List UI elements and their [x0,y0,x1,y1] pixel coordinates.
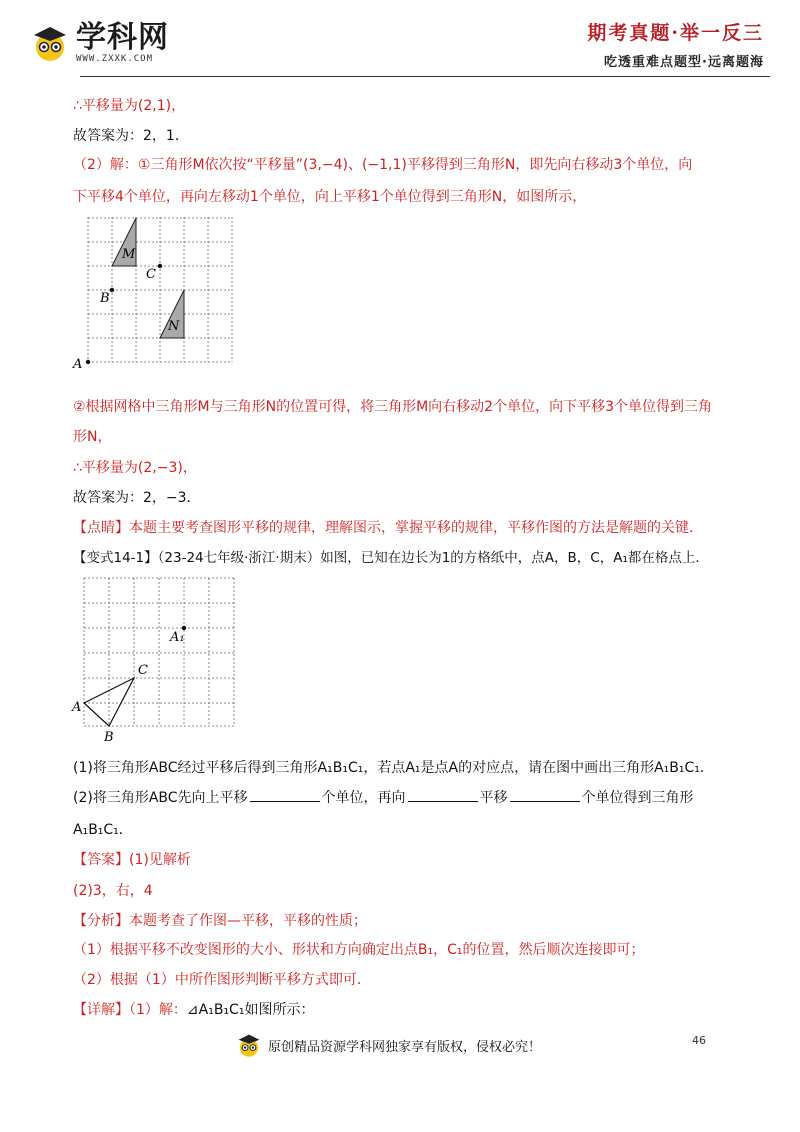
text-line-3: （2）解：①三角形M依次按“平移量”(3,−4)、(−1,1)平移得到三角形N，即先向右移动3个单位，向 [73,157,693,173]
footer-copyright: 原创精品资源学科网独家享有版权，侵权必究！ [268,1039,542,1055]
logo-title: 学科网 [76,20,169,55]
owl-footer-icon [236,1032,262,1058]
question-2-part-c: 平移 [479,790,508,806]
answer-blank-3[interactable] [510,787,580,802]
text-line-2: 故答案为：2，1． [73,128,189,144]
label-a1: A₁ [170,630,185,645]
point-b [110,288,114,292]
page-number: 46 [692,1034,706,1047]
analysis-2: （1）根据平移不改变图形的大小、形状和方向确定出点B₁，C₁的位置，然后顺次连接即可； [73,942,645,958]
text-line-1: ∴平移量为(2,1)， [73,98,186,114]
question-2 [73,787,694,808]
analysis-1: 【分析】本题考查了作图—平移，平移的性质； [73,913,367,929]
figure-1-grid [70,212,245,372]
question-2-part-b: 个单位，再向 [321,790,406,806]
detail-prefix: 【详解】（1）解： [73,1002,187,1018]
text-line-6: 形N， [73,429,112,445]
question-1: (1)将三角形ABC经过平移后得到三角形A₁B₁C₁，若点A₁是点A的对应点，请在图中画出三角形A₁B₁C₁． [73,760,714,776]
label-b: B [100,291,110,306]
answer-2: (2)3，右，4 [73,883,153,899]
analysis-3: （2）根据（1）中所作图形判断平移方式即可． [73,972,371,988]
text-line-7: ∴平移量为(2,−3)， [73,460,197,476]
label-n: N [168,319,180,334]
text-line-9: 【点睛】本题主要考查图形平移的规律，理解图示，掌握平移的规律，平移作图的方法是解题的关键． [73,520,703,536]
slogan-main: 期考真题·举一反三 [587,22,764,44]
owl-logo-icon [30,23,70,63]
detail-text: ⊿A₁B₁C₁如图所示： [186,1002,315,1018]
label-m: M [122,247,136,262]
slogan-sub: 吃透重难点题型·远离题海 [604,55,764,70]
answer-blank-1[interactable] [250,787,320,802]
label-b2: B [104,730,114,744]
footer [236,1032,541,1058]
text-line-5: ②根据网格中三角形M与三角形N的位置可得，将三角形M向右移动2个单位，向下平移3个单位得到三角 [73,399,712,415]
label-c: C [146,267,156,282]
header-slogan [587,18,764,70]
point-c [158,264,162,268]
answer-blank-2[interactable] [408,787,478,802]
text-line-8: 故答案为：2，−3． [73,490,201,506]
header-rule [80,76,770,77]
point-a [86,360,90,364]
detail-line [73,1000,314,1020]
question-2-part-a: (2)将三角形ABC先向上平移 [73,790,248,806]
logo-url: WWW.ZXXK.COM [76,54,154,64]
text-line-4: 下平移4个单位，再向左移动1个单位，向上平移1个单位得到三角形N，如图所示， [73,189,587,205]
label-a: A [73,357,83,372]
header-logo [30,22,169,64]
answer-1: 【答案】(1)见解析 [73,852,191,868]
label-a2: A [72,700,82,715]
label-c2: C [138,663,148,678]
question-2-part-d: 个单位得到三角形 [581,790,694,806]
figure-2-grid [70,574,245,744]
question-2-end: A₁B₁C₁． [73,822,133,838]
text-line-10: 【变式14-1】（23-24七年级·浙江·期末）如图，已知在边长为1的方格纸中，点A，B，C，A₁都在格点上． [73,550,709,566]
